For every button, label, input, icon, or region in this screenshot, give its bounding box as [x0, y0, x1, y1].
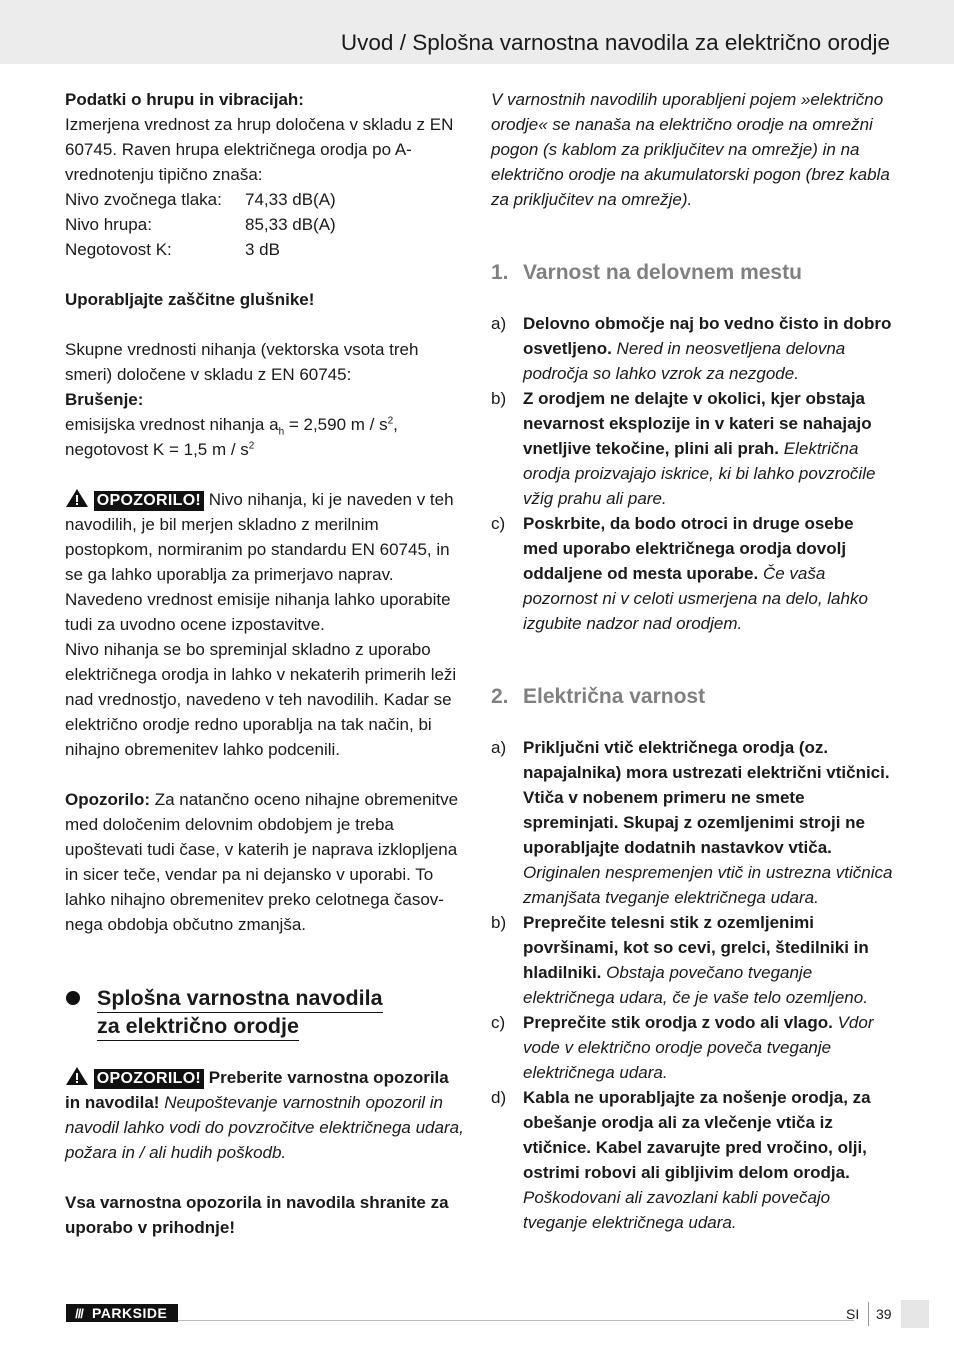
general-safety-heading: Splošna varnostna navodila za električno orodje [65, 985, 465, 1041]
page-number: 39 [876, 1306, 892, 1322]
left-column [65, 87, 465, 1240]
warning-triangle-icon [65, 488, 89, 508]
read-instructions-warning: OPOZORILO! Preberite varnostna opozorila in navodila! Neupoštevanje varnostnih opozoril in navodil lahko vodi do povzročitve električnega udara, požara in / ali hudih poškodb. [65, 1068, 464, 1162]
page-header [0, 0, 954, 64]
footer-separator [868, 1302, 869, 1326]
footer-tab [901, 1300, 929, 1328]
noise-row: Negotovost K: 3 dB [65, 240, 280, 259]
list-item: b) Z orodjem ne delajte v okolici, kjer obstaja nevarnost eksplozije in v kateri se nahajajo vnetljive tekočine, plini ali prah. Električna orodja proizvajajo iskrice, ki bi lahko povzročile vžig prahu ali pare. [491, 389, 876, 508]
uncertainty-value: negotovost K = 1,5 m / $s^2$ [65, 440, 255, 459]
language-code: SI [846, 1306, 860, 1322]
noise-intro: Izmerjena vrednost za hrup določena v skladu z EN 60745. Raven hrupa električnega orodja po A-vrednotenju tipično znaša: [65, 115, 454, 184]
warning-badge: OPOZORILO! [94, 491, 204, 511]
right-column [491, 87, 893, 1235]
keep-instructions-notice: Vsa varnostna opozorila in navodila shranite za uporabo v prihodnje! [65, 1193, 449, 1237]
page-title: Uvod / Splošna varnostna navodila za električno orodje [340, 30, 890, 55]
section-title-workplace: 1. Varnost na delovnem mestu [491, 261, 802, 284]
warning-triangle-icon [65, 1066, 89, 1086]
list-item: c) Preprečite stik orodja z vodo ali vlago. Vdor vode v električno orodje poveča tveganje električnega udara. [491, 1013, 874, 1082]
vibration-intro: Skupne vrednosti nihanja (vektorska vsota treh smeri) določene v skladu z EN 60745: [65, 340, 419, 384]
section-title-electrical: 2. Električna varnost [491, 685, 706, 708]
ear-protection-notice: Uporabljajte zaščitne glušnike! [65, 290, 315, 309]
parkside-logo: /// PARKSIDE [66, 1304, 178, 1322]
bullet-icon [66, 991, 80, 1005]
list-item: b) Preprečite telesni stik z ozemljenimi površinami, kot so cevi, grelci, štedilniki in hladilniki. Obstaja povečano tveganje električnega udara, če je vaše telo ozemljeno. [491, 913, 869, 1007]
vibration-warning-cont: Nivo nihanja se bo spreminjal skladno z uporabo električnega orodja in lahko v nekaterih primerih leži nad vrednostjo, navedeno v teh navodilih. Kadar se električno orodje redno uporablja na tak način, bi nihajno obremenitev lahko podcenili. [65, 640, 457, 759]
noise-table [65, 187, 465, 262]
measurement-note: Opozorilo: Za natančno oceno nihajne obremenitve med določenim delovnim obdobjem je treba upoštevati tudi čase, v katerih je naprava izklopljena in sicer teče, vendar pa ni dejansko v uporabi. To lahko nihajno obremenitev preko celotnega časov-nega obdobja občutno zmanjša. [65, 790, 459, 934]
grinding-label: Brušenje: [65, 390, 144, 409]
power-tool-definition: V varnostnih navodilih uporabljeni pojem »električno orodje« se nanaša na električno orodje na omrežni pogon (s kablom za priključitev na omrežje) in na električno orodje na akumulatorski pogon (brez kabla za priključitev na omrežje). [491, 90, 890, 209]
noise-row: Nivo hrupa: 85,33 dB(A) [65, 215, 336, 234]
footer-divider [178, 1320, 854, 1321]
list-item: a) Priključni vtič električnega orodja (oz. napajalnika) mora ustrezati električni vtičnici. Vtiča v nobenem primeru ne smete spreminjati. Skupaj z ozemljenimi stroji ne uporabljajte dodatnih nastavkov vtiča. Originalen nespremenjen vtič in ustrezna vtičnica zmanjšata tveganje električnega udara. [491, 738, 893, 907]
list-item: c) Poskrbite, da bodo otroci in druge osebe med uporabo električnega orodja dovolj oddaljene od mesta uporabe. Če vaša pozornost ni v celoti usmerjena na delo, lahko izgubite nadzor nad orodjem. [491, 514, 868, 633]
warning-badge: OPOZORILO! [94, 1069, 204, 1089]
emission-value: emisijska vrednost nihanja $a_h = 2,590$ m / $s^2$, [65, 415, 398, 438]
noise-row: Nivo zvočnega tlaka: 74,33 dB(A) [65, 190, 336, 209]
noise-heading: Podatki o hrupu in vibracijah: [65, 90, 304, 109]
vibration-warning: OPOZORILO! Nivo nihanja, ki je naveden v teh navodilih, je bil merjen skladno z merilnim postopkom, normiranim po standardu EN 60745, in se ga lahko uporablja za primerjavo naprav. Navedeno vrednost emisije nihanja lahko uporabite tudi za uvodno ocene izpostavitve. [65, 490, 454, 634]
list-item: d) Kabla ne uporabljajte za nošenje orodja, za obešanje orodja ali za vlečenje vtiča iz vtičnice. Kabel zavarujte pred vročino, olji, ostrimi robovi ali gibljivim delom orodja. Poškodovani ali zavozlani kabli povečajo tveganje električnega udara. [491, 1088, 871, 1232]
list-item: a) Delovno območje naj bo vedno čisto in dobro osvetljeno. Nered in neosvetljena delovna področja so lahko vzrok za nezgode. [491, 314, 892, 383]
